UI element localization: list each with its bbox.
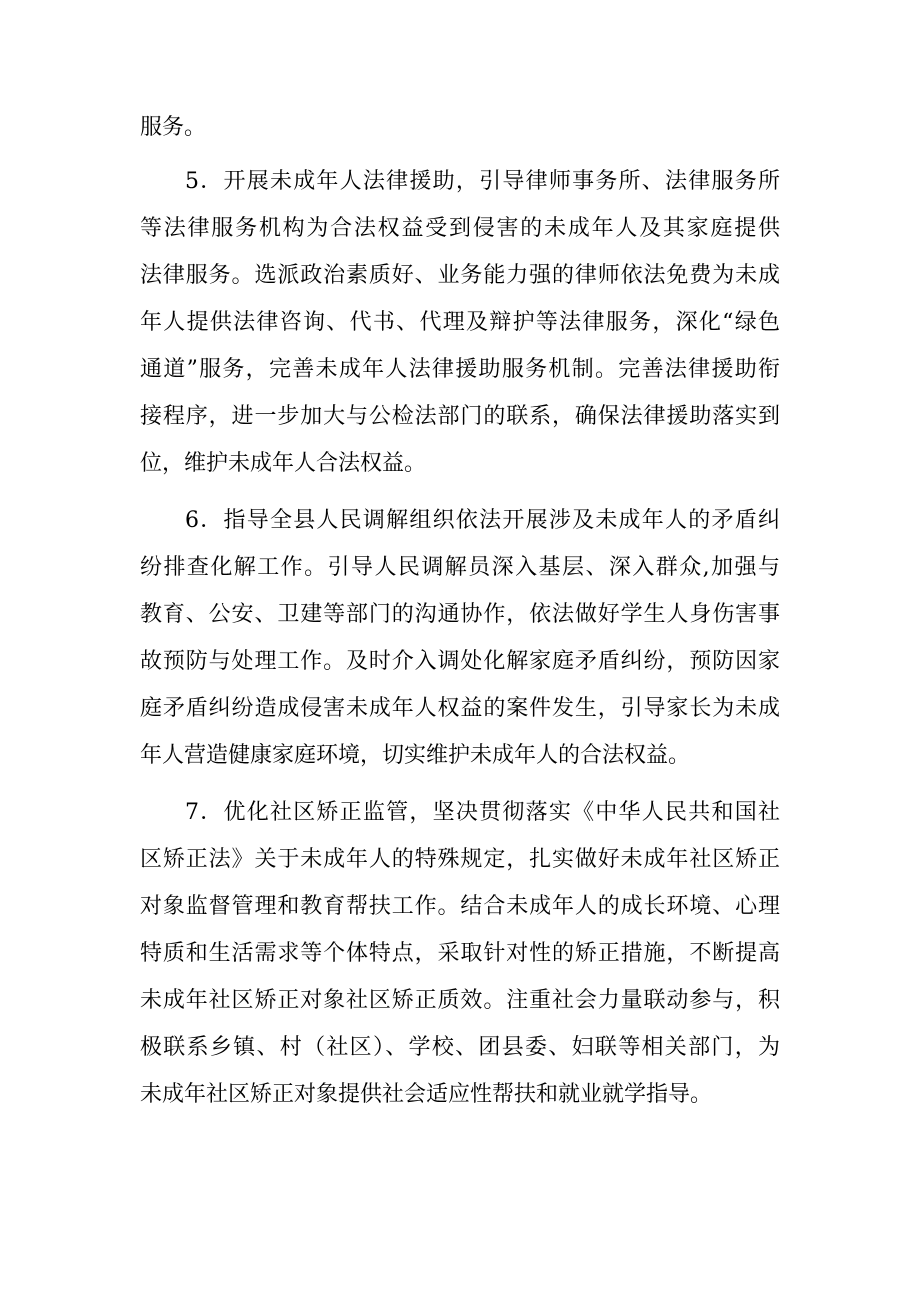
paragraph-7-line-2: 区矫正法》关于未成年人的特殊规定，扎实做好未成年社区矫正 <box>140 847 780 872</box>
paragraph-5-line-6: 接程序，进一步加大与公检法部门的联系，确保法律援助落实到 <box>140 404 780 429</box>
paragraph-5-line-5: 通道”服务，完善未成年人法律援助服务机制。完善法律援助衔 <box>140 357 780 382</box>
paragraph-5-line-7: 位，维护未成年人合法权益。 <box>140 451 427 476</box>
paragraph-5-line-4: 年人提供法律咨询、代书、代理及辩护等法律服务，深化“绿色 <box>140 310 780 335</box>
paragraph-7-line-6: 极联系乡镇、村（社区）、学校、团县委、妇联等相关部门，为 <box>140 1035 780 1060</box>
paragraph-5-line-3: 法律服务。选派政治素质好、业务能力强的律师依法免费为未成 <box>140 263 780 288</box>
paragraph-5-line-2: 等法律服务机构为合法权益受到侵害的未成年人及其家庭提供 <box>140 216 780 241</box>
paragraph-6-line-5: 庭矛盾纠纷造成侵害未成年人权益的案件发生，引导家长为未成 <box>140 696 780 721</box>
paragraph-6-line-4: 故预防与处理工作。及时介入调处化解家庭矛盾纠纷，预防因家 <box>140 649 780 674</box>
paragraph-7-line-3: 对象监督管理和教育帮扶工作。结合未成年人的成长环境、心理 <box>140 894 780 919</box>
paragraph-7-line-4: 特质和生活需求等个体特点，采取针对性的矫正措施，不断提高 <box>140 941 780 966</box>
text-line-1: 服务。 <box>140 115 207 140</box>
paragraph-6-line-2: 纷排查化解工作。引导人民调解员深入基层、深入群众,加强与 <box>140 555 780 580</box>
paragraph-7-line-7: 未成年社区矫正对象提供社会适应性帮扶和就业就学指导。 <box>140 1082 713 1107</box>
paragraph-7-line-5: 未成年社区矫正对象社区矫正质效。注重社会力量联动参与，积 <box>140 988 780 1013</box>
paragraph-6-line-3: 教育、公安、卫建等部门的沟通协作，依法做好学生人身伤害事 <box>140 602 780 627</box>
paragraph-6-line-6: 年人营造健康家庭环境，切实维护未成年人的合法权益。 <box>140 743 691 768</box>
paragraph-6-line-1: 6．指导全县人民调解组织依法开展涉及未成年人的矛盾纠 <box>185 508 780 533</box>
paragraph-5-line-1: 5．开展未成年人法律援助，引导律师事务所、法律服务所 <box>185 169 780 194</box>
paragraph-7-line-1: 7．优化社区矫正监管，坚决贯彻落实《中华人民共和国社 <box>185 800 780 825</box>
